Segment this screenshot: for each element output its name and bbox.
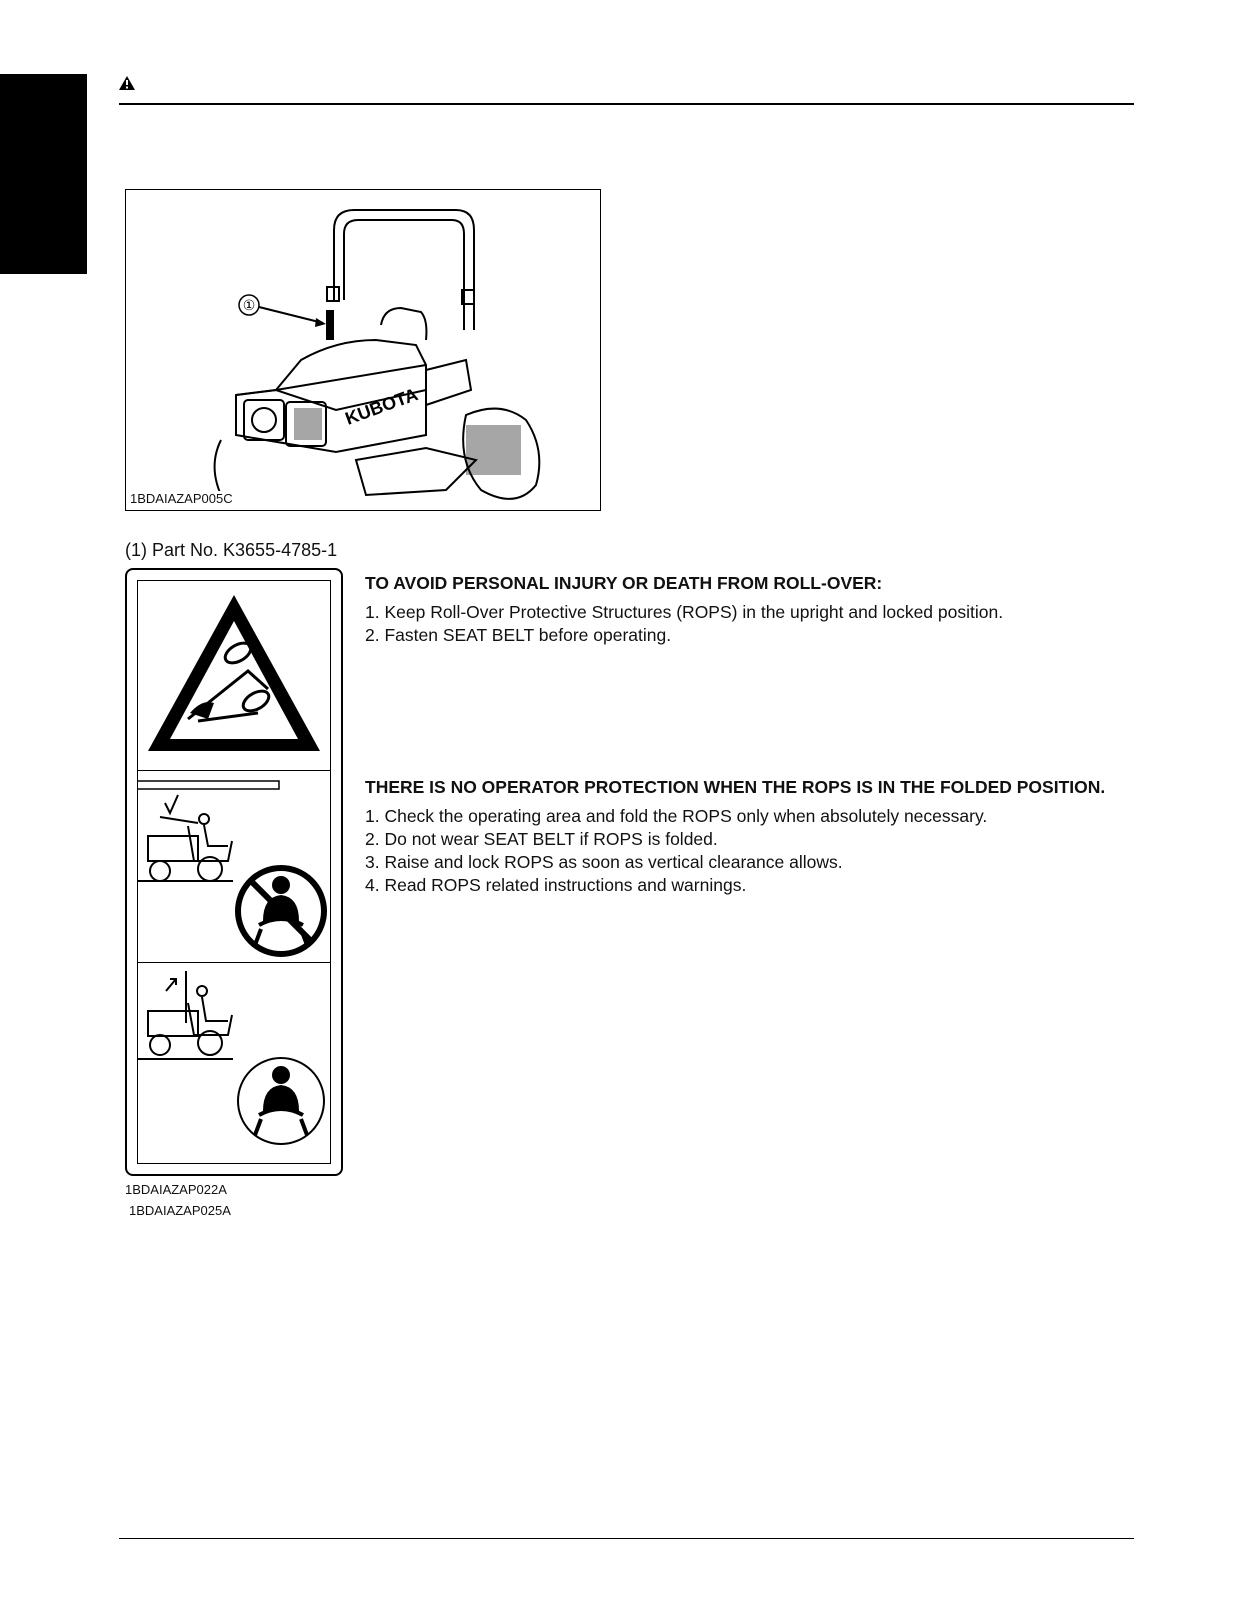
warning-item: 4. Read ROPS related instructions and warnings. (365, 875, 747, 895)
figure-code: 1BDAIAZAP005C (130, 491, 233, 506)
warning-item: 2. Do not wear SEAT BELT if ROPS is folded. (365, 829, 718, 849)
warning-heading: TO AVOID PERSONAL INJURY OR DEATH FROM ROLL-OVER: (365, 573, 883, 593)
warning-heading: THERE IS NO OPERATOR PROTECTION WHEN THE ROPS IS IN THE FOLDED POSITION. (365, 777, 1106, 797)
warning-list (365, 601, 1125, 647)
warning-rollover (365, 572, 1125, 647)
footer-rule (119, 1538, 1134, 1539)
decal-code-a: 1BDAIAZAP022A (125, 1182, 227, 1197)
seat-belt-icon (233, 1053, 329, 1149)
warning-item: 2. Fasten SEAT BELT before operating. (365, 625, 672, 645)
part-number-label: (1) Part No. K3655-4785-1 (125, 540, 338, 560)
decal-code-b: 1BDAIAZAP025A (129, 1203, 231, 1218)
warning-item: 3. Raise and lock ROPS as soon as vertical clearance allows. (365, 852, 843, 872)
brand-text: KUBOTA (342, 384, 421, 429)
warning-triangle-icon (119, 76, 135, 90)
decal-panel-upright (138, 963, 330, 1163)
section-tab (0, 74, 87, 274)
header-rule (119, 103, 1134, 105)
warning-item: 1. Check the operating area and fold the ROPS only when absolutely necessary. (365, 806, 988, 826)
warning-item: 1. Keep Roll-Over Protective Structures (ROPS) in the upright and locked position. (365, 602, 1004, 622)
rollover-warning-icon (138, 581, 330, 771)
tractor-illustration (126, 190, 601, 511)
decal-panel-rollover (138, 581, 330, 771)
no-seat-belt-icon (233, 863, 329, 959)
rops-decal (125, 568, 343, 1176)
warning-folded (365, 776, 1125, 897)
callout-number: ① (242, 298, 256, 314)
decal-panel-folded (138, 771, 330, 963)
warning-list (365, 805, 1125, 897)
tractor-figure (125, 189, 601, 511)
